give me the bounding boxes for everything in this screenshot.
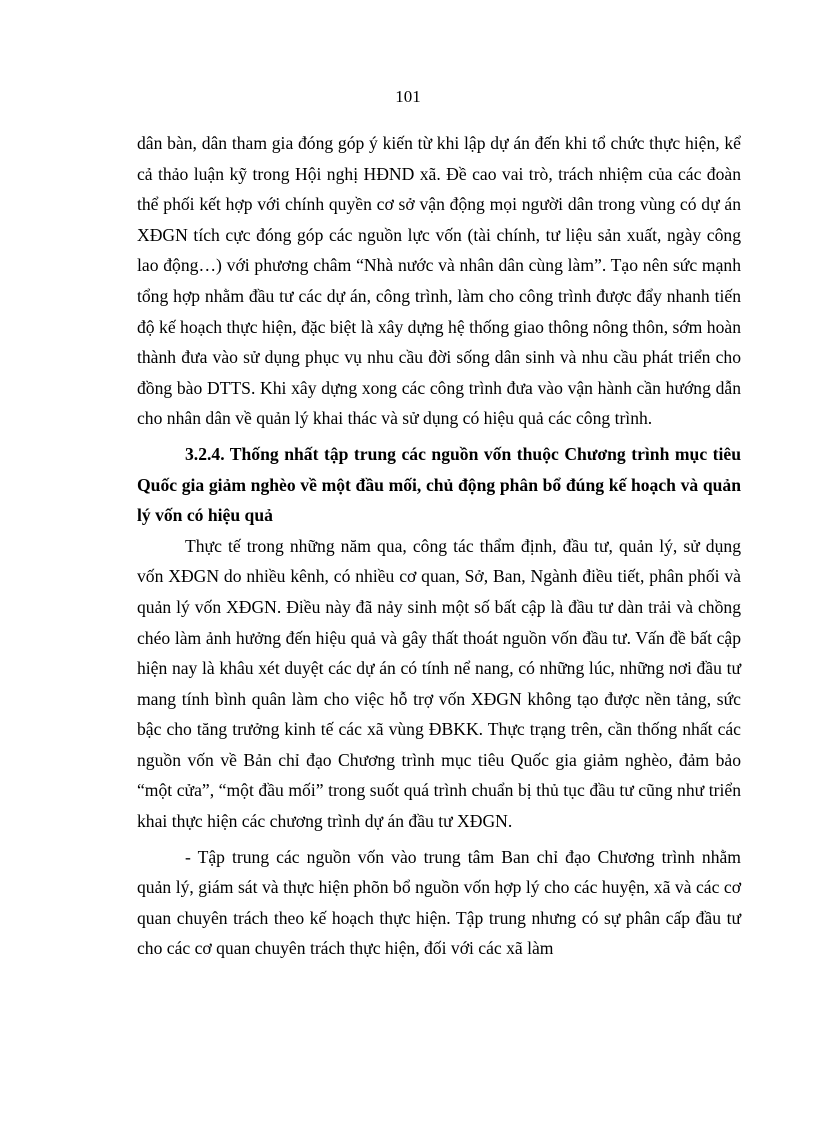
section-heading: 3.2.4. Thống nhất tập trung các nguồn vốn thuộc Chương trình mục tiêu Quốc gia giảm nghèo về một đầu mối, chủ động phân bổ đúng kế hoạch và quản lý vốn có hiệu quả bbox=[137, 443, 741, 526]
paragraph-current-state: Thực tế trong những năm qua, công tác thẩm định, đầu tư, quản lý, sử dụng vốn XĐGN do nhiều kênh, có nhiều cơ quan, Sở, Ban, Ngành điều tiết, phân phối và quản lý vốn XĐGN. Điều này đã nảy sinh một số bất cập là đầu tư dàn trải và chồng chéo làm ảnh hưởng đến hiệu quả và gây thất thoát nguồn vốn đầu tư. Vấn đề bất cập hiện nay là khâu xét duyệt các dự án có tính nể nang, có những lúc, những nơi đầu tư mang tính bình quân làm cho việc hỗ trợ vốn XĐGN không tạo được nền tảng, sức bậc cho tăng trưởng kinh tế các xã vùng ĐBKK. Thực trạng trên, cần thống nhất các nguồn vốn về Bản chỉ đạo Chương trình mục tiêu Quốc gia giảm nghèo, đảm bảo “một cửa”, “một đầu mối” trong suốt quá trình chuẩn bị thủ tục đầu tư cũng như triển khai thực hiện các chương trình dự án đầu tư XĐGN. bbox=[137, 535, 741, 832]
paragraph-continued: dân bàn, dân tham gia đóng góp ý kiến từ khi lập dự án đến khi tổ chức thực hiện, kể cả thảo luận kỹ trong Hội nghị HĐND xã. Đề cao vai trò, trách nhiệm của các đoàn thể phối kết hợp với chính quyền cơ sở vận động mọi người dân trong vùng có dự án XĐGN tích cực đóng góp các nguồn lực vốn (tài chính, tư liệu sản xuất, ngày công lao động…) với phương châm “Nhà nước và nhân dân cùng làm”. Tạo nên sức mạnh tổng hợp nhằm đầu tư các dự án, công trình, làm cho công trình được đẩy nhanh tiến độ kế hoạch thực hiện, đặc biệt là xây dựng hệ thống giao thông nông thôn, sớm hoàn thành đưa vào sử dụng phục vụ nhu cầu đời sống dân sinh và nhu cầu phát triển cho đồng bào DTTS. Khi xây dựng xong các công trình đưa vào vận hành cần hướng dẫn cho nhân dân về quản lý khai thác và sử dụng có hiệu quả các công trình. bbox=[137, 133, 741, 429]
page-number: 101 bbox=[395, 87, 421, 106]
document-body bbox=[137, 128, 741, 964]
paragraph-bullet: - Tập trung các nguồn vốn vào trung tâm Ban chỉ đạo Chương trình nhằm quản lý, giám sát và thực hiện phõn bổ nguồn vốn hợp lý cho các huyện, xã và các cơ quan chuyên trách theo kế hoạch thực hiện. Tập trung nhưng có sự phân cấp đầu tư cho các cơ quan chuyên trách thực hiện, đối với các xã làm bbox=[137, 846, 741, 959]
